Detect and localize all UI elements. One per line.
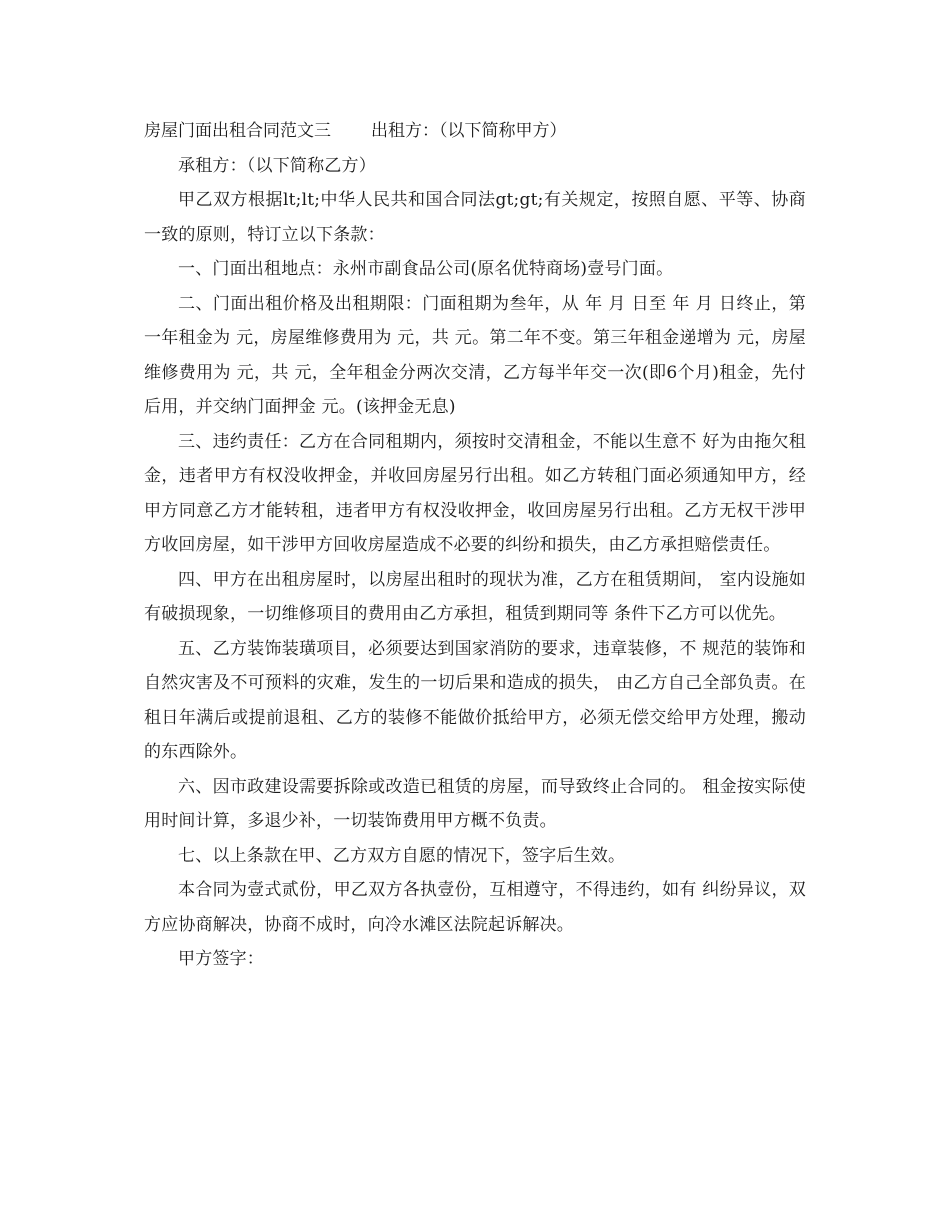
clause-1-location: 一、门面出租地点：永州市副食品公司(原名优特商场)壹号门面。 [178,259,674,279]
lessor-label: 出租方：（以下简称甲方） [371,121,567,141]
title-line [144,114,806,149]
clause-6-demolition: 六、因市政建设需要拆除或改造已租赁的房屋，而导致终止合同的。 租金按实际使用时间计算，多退少补，一切装饰费用甲方概不负责。 [144,776,806,831]
contract-body [144,114,806,977]
document-title: 房屋门面出租合同范文三 [144,121,331,141]
clause-2-price-term: 二、门面出租价格及出租期限：门面租期为叁年，从 年 月 日至 年 月 日终止，第一年租金为 元，房屋维修费用为 元，共 元。第二年不变。第三年租金递增为 元，房屋维修费用为 元，共 元，全年租金分两次交清，乙方每半年交一次(即6个月)租金，先付后用，并交纳门面押金 元。(该押金无息) [144,293,806,417]
clause-5-decoration: 五、乙方装饰装璜项目，必须要达到国家消防的要求，违章装修，不 规范的装饰和自然灾害及不可预料的灾难，发生的一切后果和造成的损失， 由乙方自己全部负责。在租日年满后或提前退租、乙方的装修不能做价抵给甲方，必须无偿交给甲方处理，搬动的东西除外。 [144,638,806,762]
clause-3-breach: 三、违约责任：乙方在合同租期内，须按时交清租金，不能以生意不 好为由拖欠租金，违者甲方有权没收押金，并收回房屋另行出租。如乙方转租门面必须通知甲方，经甲方同意乙方才能转租，违者甲方有权没收押金，收回房屋另行出租。乙方无权干涉甲方收回房屋，如干涉甲方回收房屋造成不必要的纠纷和损失，由乙方承担赔偿责任。 [144,431,806,555]
preamble-paragraph: 甲乙双方根据lt;lt;中华人民共和国合同法gt;gt;有关规定，按照自愿、平等、协商一致的原则，特订立以下条款： [144,190,806,245]
clause-4-condition: 四、甲方在出租房屋时，以房屋出租时的现状为准，乙方在租赁期间， 室内设施如有破损现象，一切维修项目的费用由乙方承担，租赁到期同等 条件下乙方可以优先。 [144,569,806,624]
copies-disputes-paragraph: 本合同为壹式贰份，甲乙双方各执壹份，互相遵守，不得违约，如有 纠纷异议，双方应协商解决，协商不成时，向冷水滩区法院起诉解决。 [144,880,806,935]
lessee-label: 承租方：（以下简称乙方） [178,155,376,176]
party-a-signature-label: 甲方签字： [178,949,264,969]
clause-7-effect: 七、以上条款在甲、乙方双方自愿的情况下，签字后生效。 [178,845,626,866]
